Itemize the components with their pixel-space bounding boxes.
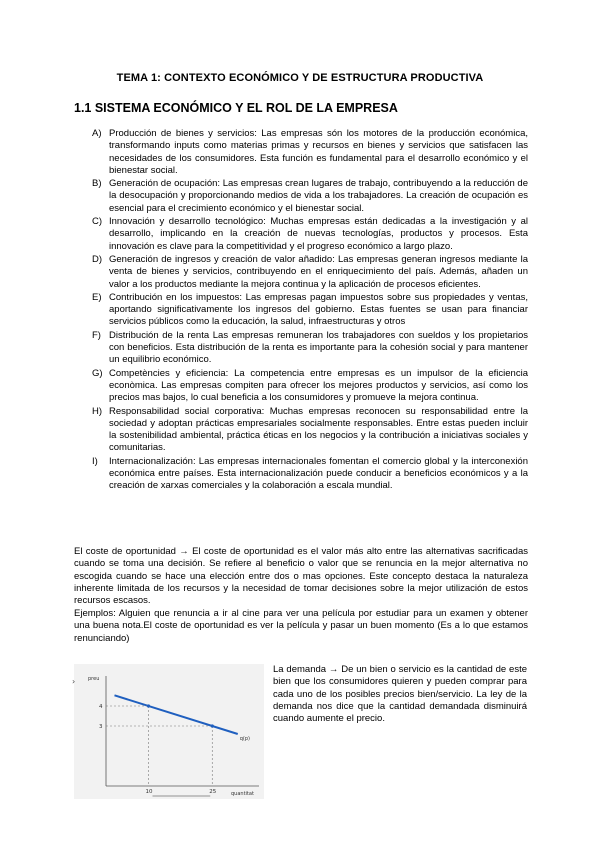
item-letter: C) bbox=[92, 216, 103, 228]
item-text: Generación de ocupación: Las empresas crean lugares de trabajo, contribuyendo a la reducción de la desocupación y proporcionando medios de vida a los trabajadores. La creación de ocupación es esencial para el crecimiento económico y el bienestar social. bbox=[109, 178, 528, 214]
demand-chart-svg bbox=[74, 664, 264, 799]
item-letter: D) bbox=[92, 253, 103, 265]
x-axis-label: quantitat bbox=[231, 791, 254, 797]
page-title: TEMA 1: CONTEXTO ECONÓMICO Y DE ESTRUCTURA PRODUCTIVA bbox=[116, 72, 484, 84]
list-item bbox=[92, 254, 528, 291]
x-tick-label: 25 bbox=[209, 789, 217, 795]
item-letter: I) bbox=[92, 455, 98, 467]
y-axis-label: preu bbox=[88, 676, 100, 682]
item-text: Competències y eficiencia: La competencia entre empresas es un impulsor de la eficiencia econòmica. Las empresas compiten para ofrecer los mejores productos y servicios, así como los precios mas bajos, lo cual beneficia a los consumidores y promueve la mejora continua. bbox=[109, 367, 528, 404]
series-label: q(p) bbox=[239, 736, 250, 742]
item-text: Contribución en los impuestos: Las empresas pagan impuestos sobre sus propiedades y ventas, aportando significativamente los ingresos del gobierno. Estas fuentes se usan para financiar servicios públicos como la educación, la salud, infraestructuras y otros bbox=[109, 291, 528, 328]
list-item bbox=[92, 406, 528, 455]
list-item bbox=[92, 178, 528, 215]
item-letter: E) bbox=[92, 291, 102, 303]
list-item bbox=[92, 330, 528, 367]
data-point bbox=[147, 704, 150, 707]
x-tick-label: 10 bbox=[145, 789, 153, 795]
item-text: Responsabilidad social corporativa: Muchas empresas reconocen su responsabilidad entre la sociedad y adoptan prácticas empresariales socialmente responsables. Entre estas pueden incluir la sostenibilidad ambiental, práctica éticas en los negocios y la contribución a iniciativas sociales y comunitarias. bbox=[109, 405, 528, 454]
list-item bbox=[92, 216, 528, 253]
item-letter: B) bbox=[92, 178, 102, 190]
demand-chart bbox=[74, 664, 264, 799]
section-heading: 1.1 SISTEMA ECONÓMICO Y EL ROL DE LA EMPRESA bbox=[74, 101, 398, 115]
demand-curve bbox=[115, 695, 238, 734]
list-item bbox=[92, 292, 528, 329]
chart-marks bbox=[99, 695, 250, 796]
demand-paragraph: La demanda → De un bien o servicio es la cantidad de este bien que los consumidores quieren y pueden comprar para cada uno de los posibles precios bien/servicio. La ley de la demanda nos dice que la cantidad demandada disminuirá cuando aumente el precio. bbox=[273, 664, 527, 725]
y-tick-label: 3 bbox=[99, 724, 103, 730]
item-text: Distribución de la renta Las empresas remuneran los trabajadores con sueldos y los propietarios con beneficios. Esta distribución de la renta es importante para la cohesión social y para mantener un equilibrio económico. bbox=[109, 329, 528, 366]
y-tick-label: 4 bbox=[99, 704, 103, 710]
list-item bbox=[92, 456, 528, 493]
item-text: Producción de bienes y servicios: Las empresas són los motores de la producción económica, transformando inputs como materias primas y recursos en bienes y servicios que satisfacen las necesidades de los consumidores. Esta función es fundamental para el desarrollo económico y el bienestar social. bbox=[109, 128, 528, 176]
item-letter: G) bbox=[92, 367, 103, 379]
item-text: Generación de ingresos y creación de valor añadido: Las empresas generan ingresos mediante la venta de bienes y servicios, contribuyendo en el enriquecimiento del país. Además, añaden un valor a los productos mediante la mejora continua y la aplicación de procesos eficientes. bbox=[109, 253, 528, 290]
item-letter: A) bbox=[92, 128, 102, 139]
item-text: Internacionalización: Las empresas internacionales fomentan el comercio global y la interconexión económica entre países. Esta internacionalización puede conducir a beneficios económicos y a la creación de xarxas comerciales y la colaboración a escala mundial. bbox=[109, 455, 528, 492]
roles-list bbox=[92, 128, 528, 494]
list-item bbox=[92, 128, 528, 177]
item-text: Innovación y desarrollo tecnológico: Muchas empresas están dedicadas a la investigación y al desarrollo, implicando en la creación de nuevas tecnologías, productos y procesos. Esta innovación es clave para la competitividad y el progreso económico a largo plazo. bbox=[109, 216, 528, 252]
examples-paragraph: Ejemplos: Alguien que renuncia a ir al cine para ver una película por estudiar para un examen y obtener una buena nota.El coste de oportunidad es ver la película y pasar un buen momento (Es a lo que estamos renunciando) bbox=[74, 608, 528, 644]
side-mark: › bbox=[72, 677, 76, 686]
opportunity-cost-paragraph: El coste de oportunidad → El coste de oportunidad es el valor más alto entre las alternativas sacrificadas cuando se toma una decisión. Se refiere al beneficio o valor que se renuncia en la mejor alternativa no escogida cuando se hace una elección entre dos o mas opciones. Este concepto destaca la naturaleza inherente limitada de los recursos y la necesidad de tomar decisiones sobre la mejor utilización de estos recursos escasos. bbox=[74, 546, 528, 607]
list-item bbox=[92, 368, 528, 405]
item-letter: H) bbox=[92, 405, 103, 417]
data-point bbox=[211, 724, 214, 727]
item-letter: F) bbox=[92, 329, 101, 341]
